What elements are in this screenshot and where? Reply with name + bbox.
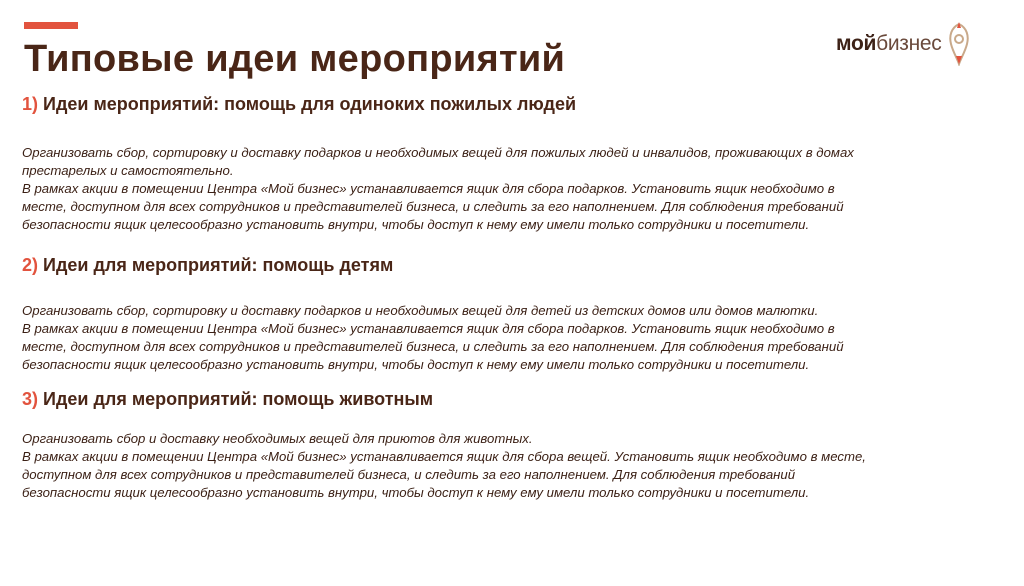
body-line: В рамках акции в помещении Центра «Мой бизнес» устанавливается ящик для сбора подарков. Установить ящик необходимо в: [22, 181, 835, 196]
section-heading: [22, 389, 982, 410]
section-elderly: [22, 94, 982, 234]
section-heading-text: Идеи для мероприятий: помощь детям: [43, 255, 394, 275]
logo-text: [836, 32, 941, 56]
page-title: Типовые идеи мероприятий: [24, 38, 566, 80]
body-line: Организовать сбор, сортировку и доставку подарков и необходимых вещей для детей из детских домов или домов малютки.: [22, 303, 819, 318]
body-line: безопасности ящик целесообразно установить внутри, чтобы доступ к нему ему имели только сотрудники и посетители.: [22, 217, 810, 232]
section-body: [22, 430, 982, 502]
title-accent-bar: [24, 22, 78, 29]
brand-logo: [836, 22, 971, 66]
body-line: доступном для всех сотрудников и представителей бизнеса, и следить за его наполнением. Для соблюдения требований: [22, 467, 796, 482]
body-line: месте, доступном для всех сотрудников и представителей бизнеса, и следить за его наполнением. Для соблюдения требований: [22, 199, 844, 214]
section-animals: [22, 389, 982, 502]
body-line: безопасности ящик целесообразно установить внутри, чтобы доступ к нему ему имели только сотрудники и посетители.: [22, 485, 810, 500]
section-heading-text: Идеи мероприятий: помощь для одиноких пожилых людей: [43, 94, 577, 114]
section-children: [22, 255, 982, 374]
body-line: безопасности ящик целесообразно установить внутри, чтобы доступ к нему ему имели только сотрудники и посетители.: [22, 357, 810, 372]
body-line: В рамках акции в помещении Центра «Мой бизнес» устанавливается ящик для сбора подарков. Установить ящик необходимо в: [22, 321, 835, 336]
logo-text-part1: мой: [836, 32, 877, 55]
section-number: 3): [22, 389, 39, 409]
section-heading-text: Идеи для мероприятий: помощь животным: [43, 389, 434, 409]
body-line: В рамках акции в помещении Центра «Мой бизнес» устанавливается ящик для сбора вещей. Установить ящик необходимо в месте,: [22, 449, 866, 464]
body-line: Организовать сбор, сортировку и доставку подарков и необходимых вещей для пожилых людей и инвалидов, проживающих в домах: [22, 145, 854, 160]
section-heading: [22, 255, 982, 276]
section-body: [22, 302, 982, 374]
body-line: месте, доступном для всех сотрудников и представителей бизнеса, и следить за его наполнением. Для соблюдения требований: [22, 339, 844, 354]
rocket-pin-icon: [947, 22, 971, 66]
body-line: престарелых и самостоятельно.: [22, 163, 234, 178]
body-line: Организовать сбор и доставку необходимых вещей для приютов для животных.: [22, 431, 533, 446]
logo-text-part2: бизнес: [876, 32, 942, 55]
section-heading: [22, 94, 982, 115]
section-body: [22, 144, 982, 234]
section-number: 1): [22, 94, 39, 114]
section-number: 2): [22, 255, 39, 275]
